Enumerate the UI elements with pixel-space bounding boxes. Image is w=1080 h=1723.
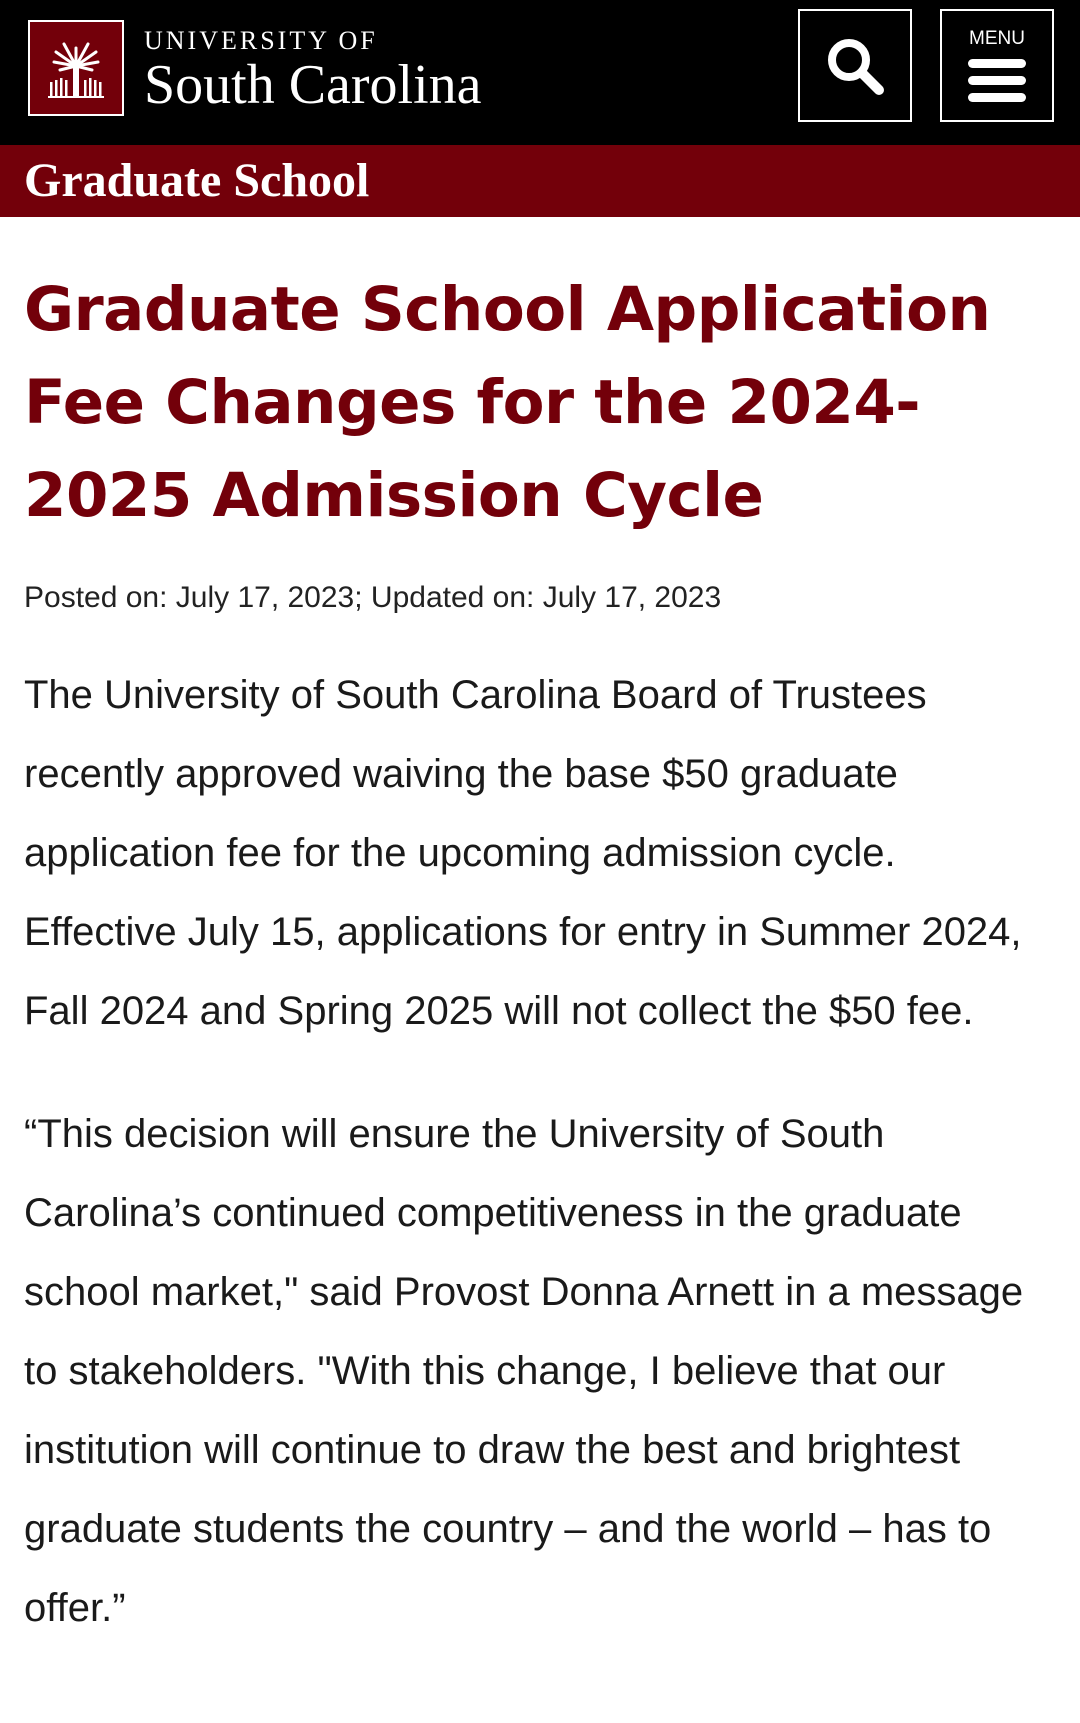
- site-banner: [0, 145, 1080, 217]
- wordmark-top-text: UNIVERSITY OF: [144, 26, 378, 55]
- menu-label: MENU: [969, 28, 1025, 49]
- article-title: Graduate School Application Fee Changes for the 2024-2025 Admission Cycle: [24, 274, 991, 531]
- article-paragraph: The University of South Carolina Board of Trustees recently approved waiving the base $50 graduate application fee for the upcoming admission cycle. Effective July 15, applications for entry in Summer 2024, Fall 2024 and Spring 2025 will not collect the $50 fee.: [24, 673, 1022, 1033]
- palmetto-tree-icon: [38, 30, 114, 106]
- search-icon: [824, 35, 886, 97]
- wordmark-main-text: South Carolina: [144, 54, 482, 116]
- university-logo-link[interactable]: [28, 20, 124, 116]
- top-header: [0, 0, 1080, 145]
- article-post-date: Posted on: July 17, 2023; Updated on: July 17, 2023: [24, 581, 722, 614]
- article-content: [0, 263, 1080, 1648]
- search-button[interactable]: [798, 9, 912, 122]
- article-paragraph: “This decision will ensure the University of South Carolina’s continued competitiveness in the graduate school market," said Provost Donna Arnett in a message to stakeholders. "With this change, I believe that our institution will continue to draw the best and brightest graduate students the country – and the world – has to offer.”: [24, 1112, 1024, 1630]
- site-name-link[interactable]: Graduate School: [24, 154, 370, 207]
- university-wordmark[interactable]: [144, 26, 482, 114]
- menu-button[interactable]: [940, 9, 1054, 122]
- hamburger-menu-icon: [968, 59, 1026, 102]
